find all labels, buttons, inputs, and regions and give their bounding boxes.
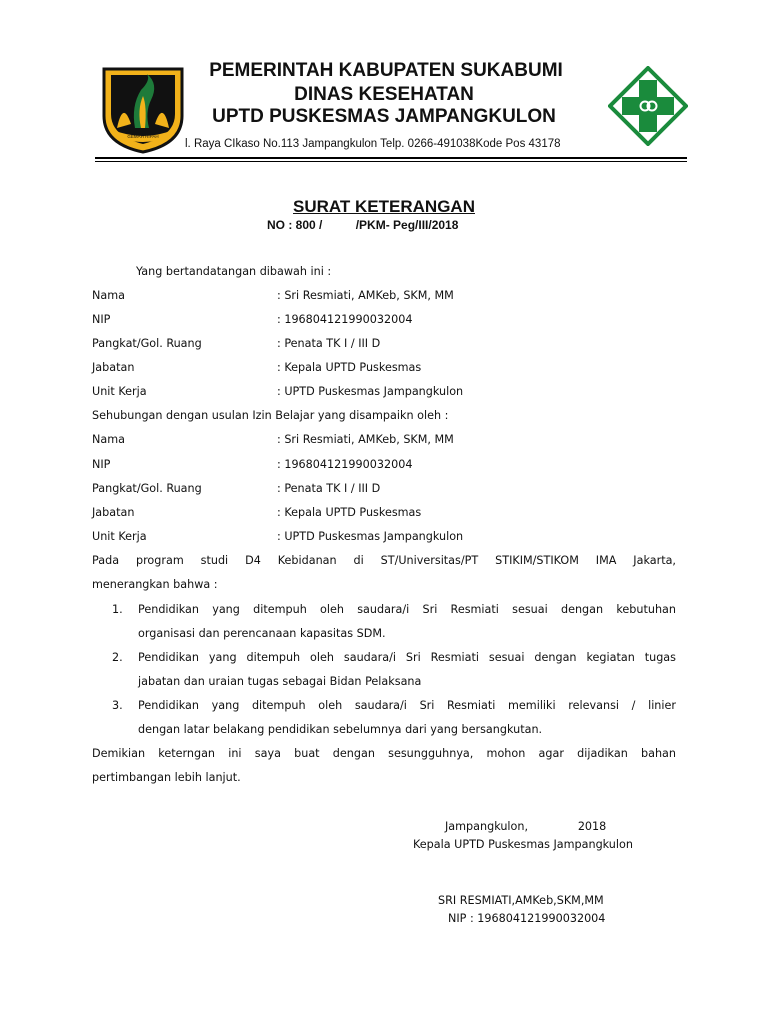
applicant-label: Unit Kerja xyxy=(92,530,147,543)
point-text-line: Pendidikan yang ditempuh oleh saudara/i Sri Resmiati sesuai dengan kegiatan tugas xyxy=(138,651,676,664)
signer-value: : Sri Resmiati, AMKeb, SKM, MM xyxy=(277,289,454,302)
applicant-value: : UPTD Puskesmas Jampangkulon xyxy=(277,530,464,543)
point-text-line: Pendidikan yang ditempuh oleh saudara/i Sri Resmiati memiliki relevansi / linier xyxy=(138,699,676,712)
letterhead-government: PEMERINTAH KABUPATEN SUKABUMI xyxy=(209,60,563,81)
letterhead-address: l. Raya CIkaso No.113 Jampangkulon Telp. 0266-491038Kode Pos 43178 xyxy=(185,138,561,150)
applicant-label: NIP xyxy=(92,458,111,471)
letterhead-rule-thick xyxy=(95,157,687,159)
point-text-line: Pendidikan yang ditempuh oleh saudara/i Sri Resmiati sesuai dengan kebutuhan xyxy=(138,603,676,616)
emblem-motto: GEMAH RIPAH xyxy=(127,134,159,139)
applicant-label: Pangkat/Gol. Ruang xyxy=(92,482,202,495)
point-number: 3. xyxy=(112,699,123,712)
signature-place-date: Jampangkulon, 2018 xyxy=(445,820,607,833)
signer-value: : Penata TK I / III D xyxy=(277,337,381,350)
point-number: 1. xyxy=(112,603,123,616)
closing-paragraph-line: Demikian keterngan ini saya buat dengan sesungguhnya, mohon agar dijadikan bahan xyxy=(92,747,676,760)
document-number: NO : 800 / /PKM- Peg/III/2018 xyxy=(267,218,459,232)
letterhead-department: DINAS KESEHATAN xyxy=(294,84,474,105)
applicant-value: : Kepala UPTD Puskesmas xyxy=(277,506,422,519)
regarding-text: Sehubungan dengan usulan Izin Belajar yang disampaikn oleh : xyxy=(92,409,449,422)
applicant-value: : Penata TK I / III D xyxy=(277,482,381,495)
applicant-value: : Sri Resmiati, AMKeb, SKM, MM xyxy=(277,433,454,446)
point-text-line: dengan latar belakang pendidikan sebelumnya dari yang bersangkutan. xyxy=(138,723,543,736)
closing-paragraph-line: pertimbangan lebih lanjut. xyxy=(92,771,241,784)
applicant-value: : 196804121990032004 xyxy=(277,458,413,471)
point-number: 2. xyxy=(112,651,123,664)
signature-name: SRI RESMIATI,AMKeb,SKM,MM xyxy=(438,894,604,907)
document-title: SURAT KETERANGAN xyxy=(293,197,475,216)
signer-label: Nama xyxy=(92,289,125,302)
signer-label: NIP xyxy=(92,313,111,326)
signature-position: Kepala UPTD Puskesmas Jampangkulon xyxy=(413,838,633,851)
program-paragraph-line: menerangkan bahwa : xyxy=(92,578,218,591)
program-paragraph-line: Pada program studi D4 Kebidanan di ST/Universitas/PT STIKIM/STIKOM IMA Jakarta, xyxy=(92,554,676,567)
puskesmas-logo-icon xyxy=(608,66,688,146)
applicant-label: Nama xyxy=(92,433,125,446)
signer-label: Unit Kerja xyxy=(92,385,147,398)
signature-nip: NIP : 196804121990032004 xyxy=(448,912,606,925)
applicant-label: Jabatan xyxy=(92,506,135,519)
signer-value: : Kepala UPTD Puskesmas xyxy=(277,361,422,374)
point-text-line: jabatan dan uraian tugas sebagai Bidan Pelaksana xyxy=(138,675,422,688)
letterhead-rule-thin xyxy=(95,161,687,162)
signer-value: : UPTD Puskesmas Jampangkulon xyxy=(277,385,464,398)
signer-value: : 196804121990032004 xyxy=(277,313,413,326)
signer-label: Jabatan xyxy=(92,361,135,374)
signer-label: Pangkat/Gol. Ruang xyxy=(92,337,202,350)
intro-text: Yang bertandatangan dibawah ini : xyxy=(136,265,332,278)
letterhead-institution: UPTD PUSKESMAS JAMPANGKULON xyxy=(212,106,556,127)
point-text-line: organisasi dan perencanaan kapasitas SDM. xyxy=(138,627,386,640)
